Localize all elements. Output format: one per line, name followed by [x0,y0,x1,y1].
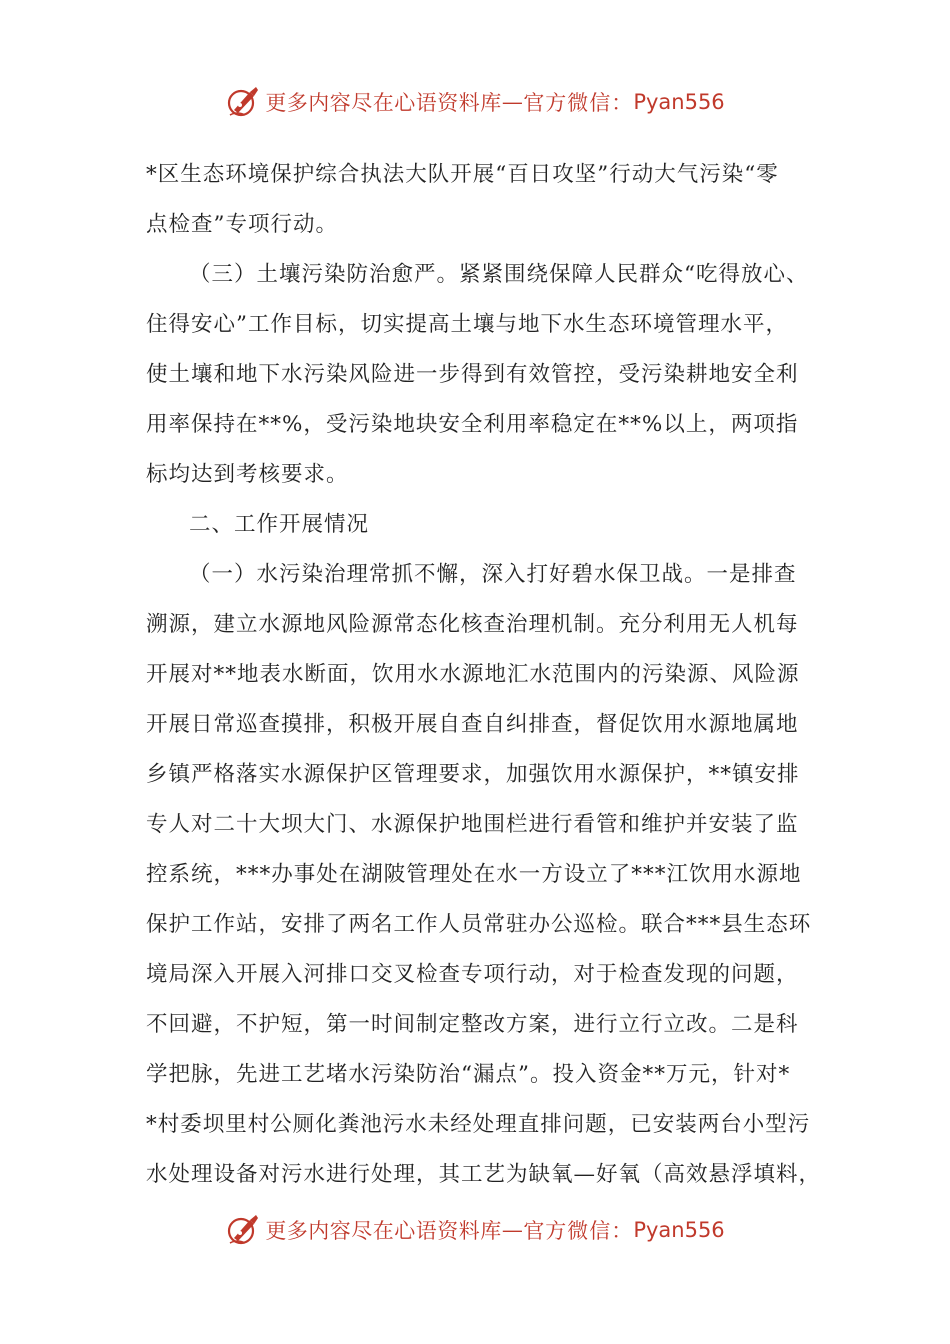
body-line: 使土壤和地下水污染风险进一步得到有效管控，受污染耕地安全利 [146,362,799,387]
pen-nib-circle-icon [225,84,261,120]
body-line: 水处理设备对污水进行处理，其工艺为缺氧—好氧（高效悬浮填料， [146,1162,822,1187]
body-line: 专人对二十大坝大门、水源保护地围栏进行看管和维护并安装了监 [146,812,799,837]
body-line: 学把脉，先进工艺堵水污染防治“漏点”。投入资金**万元，针对* [146,1062,791,1087]
body-line: （三）土壤污染防治愈严。紧紧围绕保障人民群众“吃得放心、 [189,262,809,287]
body-line: 乡镇严格落实水源保护区管理要求，加强饮用水源保护，**镇安排 [146,762,800,787]
body-line: 境局深入开展入河排口交叉检查专项行动，对于检查发现的问题， [146,962,799,987]
body-line: 控系统，***办事处在湖陂管理处在水一方设立了***江饮用水源地 [146,862,802,887]
watermark-site-text: 更多内容尽在心语资料库 [265,1219,502,1243]
pen-nib-circle-icon [225,1212,261,1248]
body-line: 用率保持在**%，受污染地块安全利用率稳定在**%以上，两项指 [146,412,799,437]
watermark-banner-bottom [0,1210,950,1250]
section-heading: 二、工作开展情况 [189,512,370,537]
body-line: （一）水污染治理常抓不懈，深入打好碧水保卫战。一是排查 [189,562,797,587]
watermark-dash: — [501,1218,524,1242]
body-line: *村委坝里村公厕化粪池污水未经处理直排问题，已安装两台小型污 [146,1112,811,1137]
body-line: 标均达到考核要求。 [146,462,349,487]
watermark-wechat-label: 官方微信： [523,1219,634,1243]
body-line: 不回避，不护短，第一时间制定整改方案，进行立行立改。二是科 [146,1012,799,1037]
watermark-wechat-id: Pyan556 [633,1218,725,1242]
body-line: 开展日常巡查摸排，积极开展自查自纠排查，督促饮用水源地属地 [146,712,799,737]
watermark-site-text: 更多内容尽在心语资料库 [265,91,502,115]
watermark-dash: — [501,90,524,114]
body-line: 开展对**地表水断面，饮用水水源地汇水范围内的污染源、风险源 [146,662,800,687]
body-line: *区生态环境保护综合执法大队开展“百日攻坚”行动大气污染“零 [146,162,779,187]
body-line: 点检查”专项行动。 [146,212,338,237]
body-line: 溯源，建立水源地风险源常态化核查治理机制。充分利用无人机每 [146,612,799,637]
body-line: 住得安心”工作目标，切实提高土壤与地下水生态环境管理水平， [146,312,788,337]
watermark-banner-top [0,82,950,122]
body-line: 保护工作站，安排了两名工作人员常驻办公巡检。联合***县生态环 [146,912,812,937]
watermark-wechat-label: 官方微信： [523,91,634,115]
watermark-wechat-id: Pyan556 [633,90,725,114]
document-body [146,150,821,1200]
